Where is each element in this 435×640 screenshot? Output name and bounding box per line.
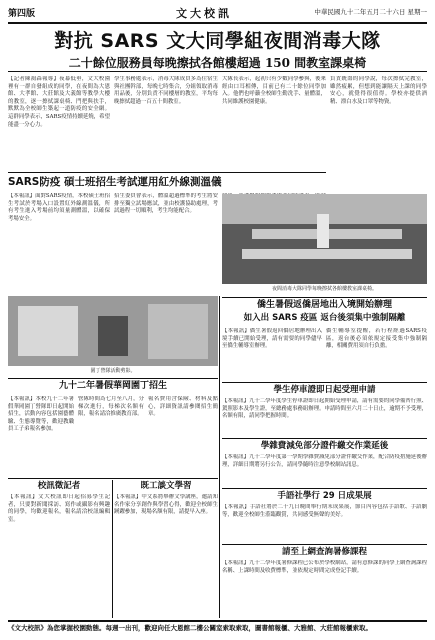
literature-text: 【本報訊】中文系將舉辦文學講座，邀請知名作家分享創作與學習心得，歡迎全校師生踴躍參加，現場名額有限，請提早入座。: [114, 494, 218, 516]
column-rule: [112, 480, 113, 618]
divider: [8, 71, 427, 72]
page-label: 第四版: [8, 9, 36, 19]
news-office-headline: 校訊徵記者: [37, 481, 81, 491]
divider: [222, 382, 427, 383]
summer-camp-headline: 九十二年暑假華岡園丁招生: [58, 381, 167, 391]
tuition-text: 【本報訊】九十二學年度第一學期學雜費減免部分證件繳交作業，配合防疫措施延後辦理，詳細日期將另行公告，請同學隨時注意學校網站訊息。: [222, 454, 427, 468]
main-photo-caption: 夜間消毒大隊同學每晚擦拭各館樓教室課桌椅。: [271, 286, 377, 292]
column-rule: [219, 296, 220, 618]
parking-headline: 學生停車證即日起受理申請: [273, 385, 376, 395]
divider: [8, 378, 218, 379]
summer-camp-col3: 報名費用含保險、材料及點心，詳細資訊請參閱招生簡章。: [148, 396, 218, 418]
sign-club-headline: 手語社學行 29 日成果展: [277, 491, 372, 501]
main-story-col3: 大隊長表示，起初只有少數同學參與，後來經由口耳相傳，目前已有二十餘位同學加入。他們也呼籲全校師生勤洗手、量體溫，共同維護校園健康。: [222, 76, 326, 105]
screening-headline: SARS防疫 碩士班招生考試運用紅外線測溫儀: [8, 176, 222, 188]
summer-courses-headline: 請至上網查詢暑修課程: [281, 547, 367, 557]
paper-name: 文大校訊: [176, 7, 232, 20]
camp-photo: [8, 296, 218, 366]
footer: 《文大校訊》為您掌握校園動態。每週一出刊，歡迎向任大恩館二樓公關室索取索取，圖書館報櫃、大雅館、大莊館報櫃索取。: [8, 620, 427, 636]
camp-photo-caption: 園丁營隊活動剪影。: [90, 368, 136, 374]
main-subheadline: 二十餘位服務員每晚擦拭各館樓超過 150 間教室課桌椅: [68, 56, 367, 70]
sign-club-text: 【本報訊】手語社將於二十九日晚間舉行期末成果展，節目內容包括手語歌、手語劇等，歡迎全校師生蒞臨觀賞，共同感受無聲的美好。: [222, 504, 427, 518]
divider: [222, 544, 427, 545]
masthead: [8, 4, 427, 24]
summer-camp-col1: 【本報訊】本校九十二年暑假華岡園丁營隊即日起開始招生，活動內容包括園藝體驗、生態導覽等，歡迎教職員工子弟報名參加。: [8, 396, 74, 433]
screening-col1: 【本報訊】面對SARS疫情，本校碩士班招生考試於考場入口設置紅外線測溫儀，所有考生進入考場前均須量測體溫，以確保考場安全。: [8, 193, 110, 222]
return-col1: 【本報訊】僑生暑假返回僑居地辦理出入境手續已開始受理，請有需要的同學儘早至僑生輔導室辦理。: [222, 328, 322, 350]
main-story-col4: 負責統籌的同學說，每次擦拭完教室，雖然疲累，但想到能讓隔天上課的同學安心，就覺得很值得。學校亦提供酒精、漂白水及口罩等物資。: [330, 76, 427, 105]
divider: [222, 438, 427, 439]
return-col2: 僑生輔導室提醒，若行程經過SARS疫區，返台後必須依規定接受集中強制隔離，相關費用須自行負擔。: [326, 328, 427, 350]
screening-col2: 招生委員會表示，體溫超過標準的考生將安排至獨立試場應試，並由校護協助處理，考試過程一切順利，考生均能配合。: [114, 193, 218, 215]
literature-headline: 既工談文學習: [140, 481, 192, 491]
return-headline: 僑生暑假返僑居地出入境開始辦理: [256, 300, 392, 310]
summer-camp-col2: 營隊時間為七月至八月，分梯次進行，每梯次名額有限，報名請洽推廣教育部。: [78, 396, 144, 418]
divider: [222, 297, 427, 298]
summer-courses-text: 【本報訊】九十二學年度暑修課程已公布於學校網站，請有意修課的同學上網查詢課程名稱、上課時間及收費標準，並依規定時間完成登記手續。: [222, 560, 427, 574]
news-office-text: 【本報訊】文大校訊即日起招募學生記者，只要對新聞採訪、寫作或攝影有興趣的同學，均歡迎報名，報名請洽校訊編輯室。: [8, 494, 110, 523]
tuition-headline: 學雜費減免部分證件繳交作業延後: [260, 441, 389, 451]
divider: [8, 478, 218, 479]
return-subheadline: 如入出 SARS 疫區 返台後須集中強制隔離: [243, 313, 406, 323]
main-headline: 對抗 SARS 文大同學組夜間消毒大隊: [54, 30, 381, 52]
main-story-col2: 學生事務處表示，消毒大隊成員多為住宿生與社團幹部，每晚七時集合，分組領取消毒用品後，分別負責不同樓層的教室，平均每晚擦拭超過一百五十間教室。: [114, 76, 218, 105]
issue-date: 中華民國九十二年五月二十六日 星期一: [314, 8, 427, 16]
divider: [222, 488, 427, 489]
newspaper-page: [8, 4, 427, 634]
main-story-photo: [222, 194, 427, 284]
main-story-col1: 【記者陳鴻森報導】夜幕低垂，文大校園裡有一群自發組成的同學，在夜間為大恩館、大孝館、大莊館及大義館等教學大樓的教室，逐一擦拭課桌椅、門把與扶手，默默為全校師生築起一道防疫的安全網。這群同學表示，SARS疫情持續延燒，希望能盡一分心力。: [8, 76, 110, 128]
divider: [8, 172, 326, 173]
parking-text: 【本報訊】九十二學年度學生停車證即日起開始受理申請，請有需要的同學備齊行照、駕照影本及學生證，至總務處事務組辦理。申請時間至六月二十日止，逾期不予受理，名額有限，請同學把握時間。: [222, 398, 427, 420]
